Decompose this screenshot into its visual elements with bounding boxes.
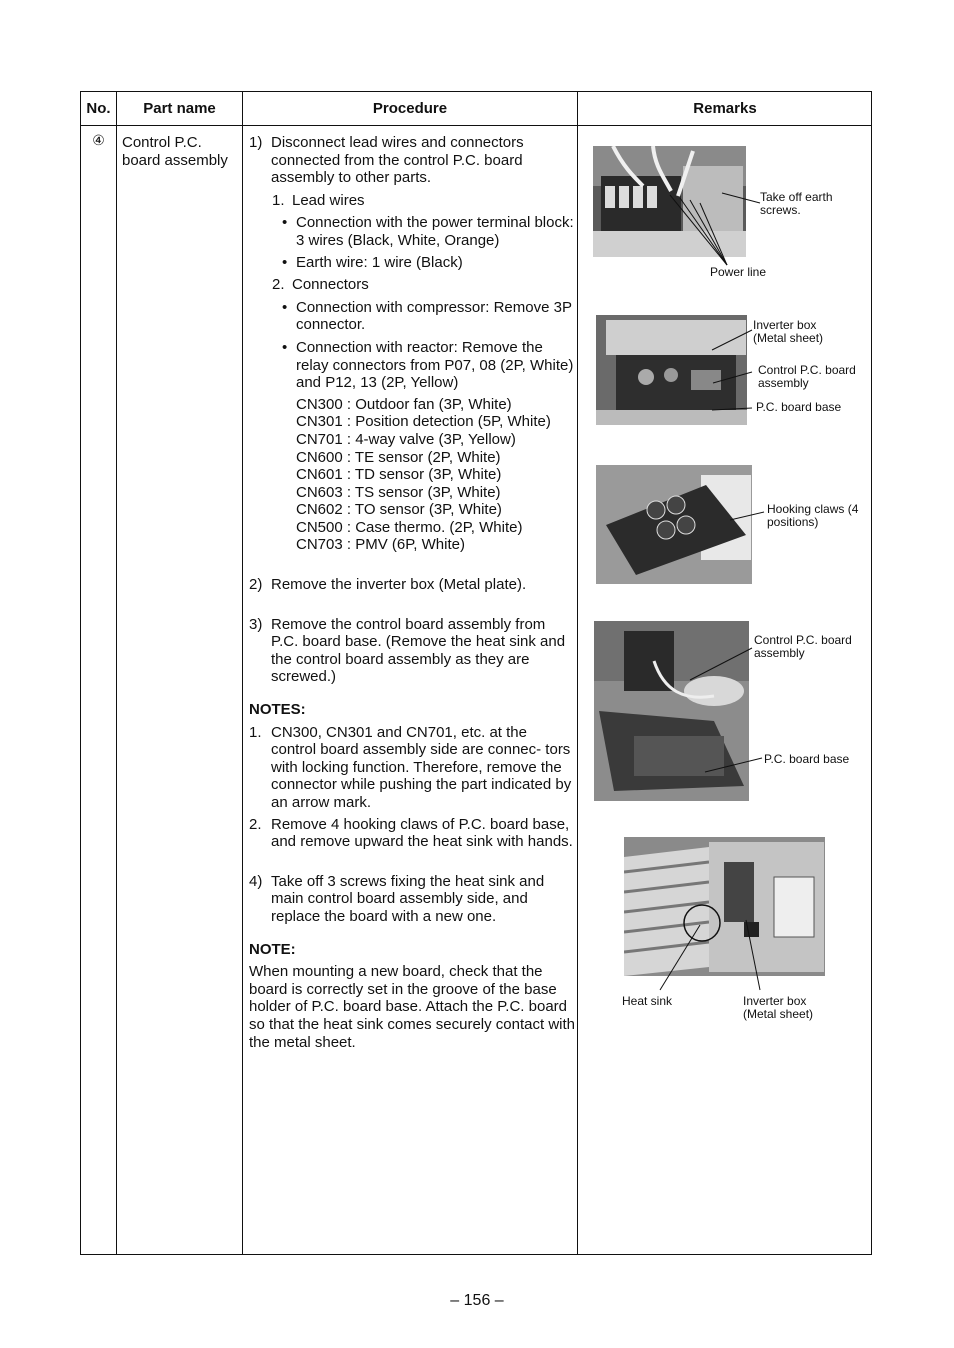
sub-number: 2.: [272, 276, 285, 294]
bullet-text: Connection with reactor: Remove the relay connectors from P07, 08 (2P, White) and P12, 13 (2P, Yellow): [296, 338, 574, 392]
sub-item-lead-wires: [249, 192, 575, 210]
bullet-icon: •: [282, 298, 288, 316]
label-inverter-box: Inverter box (Metal sheet): [743, 994, 814, 1021]
photo-hooking-claws: [596, 465, 752, 584]
connector-item: CN703 : PMV (6P, White): [296, 536, 465, 554]
step-4: [249, 873, 575, 926]
step-number: 2): [249, 576, 263, 594]
step-number: 1): [249, 134, 263, 151]
note-heading: NOTE:: [249, 940, 296, 958]
page-number: – 156 –: [450, 1292, 504, 1309]
step-text: Disconnect lead wires and connectors connected from the control P.C. board assembly to other parts.: [271, 134, 524, 187]
header-part-name: Part name: [143, 100, 216, 117]
sub-text: Connectors: [292, 276, 369, 294]
note-number: 2.: [249, 815, 262, 833]
step-text: Take off 3 screws fixing the heat sink and main control board assembly side, and replace the board with a new one.: [271, 872, 545, 925]
row-number: ④: [92, 132, 105, 148]
note-number: 1.: [249, 723, 262, 741]
col-divider: [242, 92, 243, 1254]
part-name: Control P.C. board assembly: [122, 134, 228, 169]
label-power-line: Power line: [710, 265, 767, 279]
header-procedure: Procedure: [372, 100, 448, 117]
photo-inverter-box: [596, 315, 747, 425]
note-2: [249, 816, 575, 851]
bullet-compressor: [249, 299, 575, 334]
sub-text: Lead wires: [292, 191, 365, 209]
note-1: [249, 724, 575, 812]
step-3: [249, 616, 575, 686]
col-divider: [577, 92, 578, 1254]
label-control-pc-board: Control P.C. board assembly: [758, 363, 856, 390]
header-remarks: Remarks: [693, 100, 757, 117]
photo-power-terminal: [593, 146, 746, 257]
bullet-reactor: [249, 339, 575, 392]
bullet-power-terminal: [249, 214, 575, 249]
connector-item: CN600 : TE sensor (2P, White): [296, 448, 501, 466]
label-pc-board-base: P.C. board base: [764, 752, 850, 766]
note-text: Remove 4 hooking claws of P.C. board base, and remove upward the heat sink with hands.: [271, 815, 573, 851]
sub-item-connectors: [249, 276, 575, 294]
bullet-text: Connection with the power terminal block: 3 wires (Black, White, Orange): [296, 214, 574, 249]
label-control-pc-board: Control P.C. board assembly: [754, 633, 852, 660]
photo-board-removal: [594, 621, 749, 801]
notes-heading: NOTES:: [249, 701, 306, 719]
header-divider: [81, 125, 871, 126]
step-text: Remove the inverter box (Metal plate).: [271, 576, 527, 594]
procedure-text: [249, 134, 575, 1051]
note-text: When mounting a new board, check that the board is correctly set in the groove of the base holder of P.C. board base. Attach the P.C. board so that the heat sink comes securely contact with the metal sheet.: [249, 963, 575, 1051]
label-heat-sink: Heat sink: [622, 994, 673, 1008]
header-no: No.: [86, 100, 111, 117]
connector-item: CN601 : TD sensor (3P, White): [296, 466, 502, 484]
step-1: [249, 134, 575, 187]
note-text: CN300, CN301 and CN701, etc. at the control board assembly side are connec- tors with locking function. Therefore, remove the connector while pushing the part indicated by an arrow mark.: [271, 723, 572, 811]
step-text: Remove the control board assembly from P.C. board base. (Remove the heat sink and the control board assembly as they are screwed.): [271, 615, 566, 686]
connector-item: CN602 : TO sensor (3P, White): [296, 501, 502, 519]
connector-item: CN603 : TS sensor (3P, White): [296, 483, 501, 501]
bullet-earth-wire: [249, 254, 575, 272]
connector-item: CN500 : Case thermo. (2P, White): [296, 518, 523, 536]
step-number: 4): [249, 872, 263, 890]
label-hooking-claws: Hooking claws (4 positions): [767, 502, 859, 529]
connector-item: CN701 : 4-way valve (3P, Yellow): [296, 430, 516, 448]
connector-list: [249, 396, 575, 554]
col-divider: [116, 92, 117, 1254]
bullet-icon: •: [282, 214, 288, 232]
label-pc-board-base: P.C. board base: [756, 400, 842, 414]
label-inverter-box: Inverter box (Metal sheet): [753, 318, 824, 345]
bullet-icon: •: [282, 253, 288, 271]
photo-heat-sink: [624, 837, 825, 976]
label-take-off-earth-screws: Take off earth screws.: [760, 190, 833, 217]
sub-number: 1.: [272, 191, 285, 209]
connector-item: CN300 : Outdoor fan (3P, White): [296, 395, 512, 413]
step-2: [249, 576, 575, 594]
bullet-icon: •: [282, 338, 288, 356]
connector-item: CN301 : Position detection (5P, White): [296, 413, 551, 431]
step-number: 3): [249, 615, 263, 633]
bullet-text: Connection with compressor: Remove 3P connector.: [296, 298, 572, 334]
bullet-text: Earth wire: 1 wire (Black): [296, 253, 463, 271]
